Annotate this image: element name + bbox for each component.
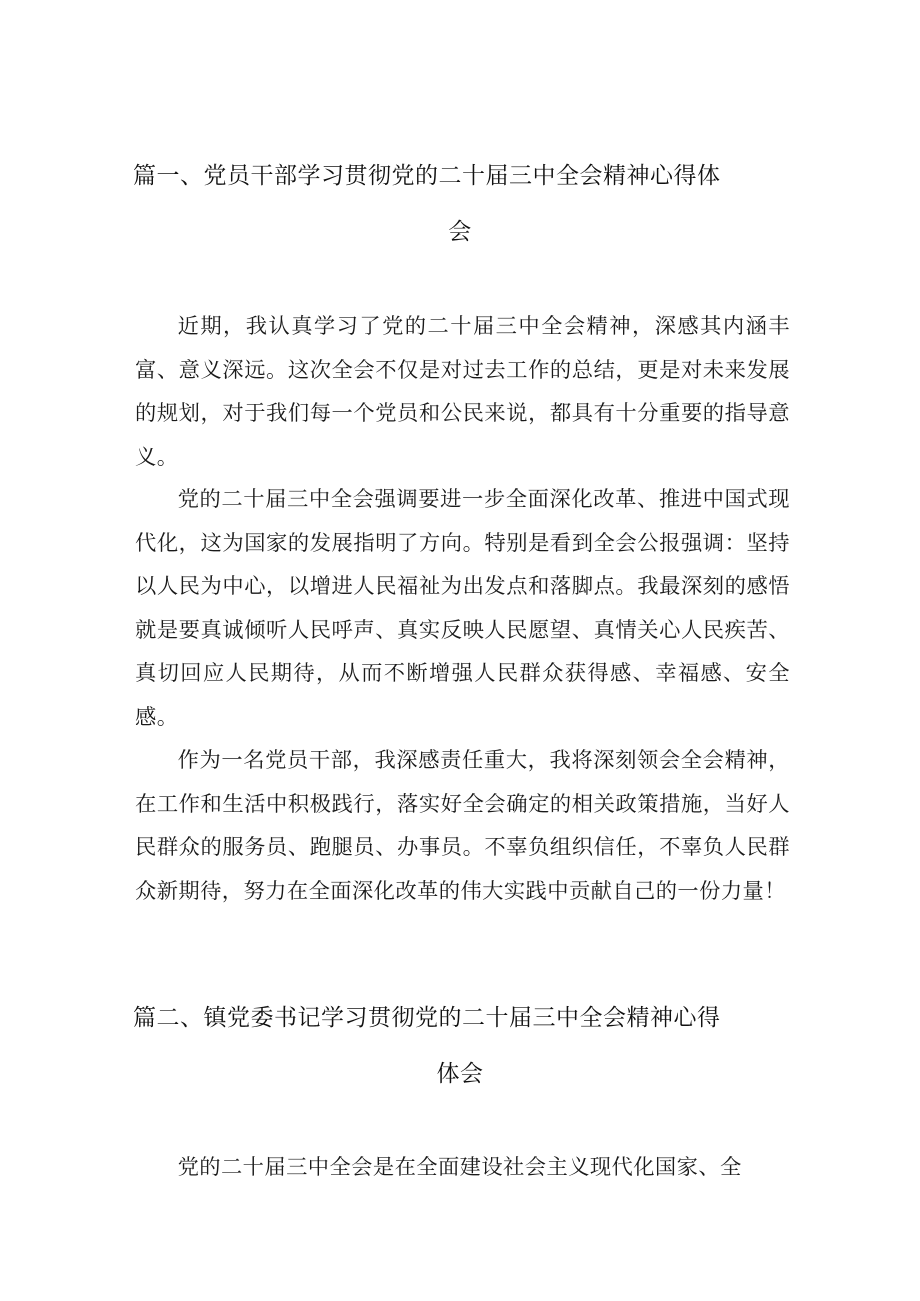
section-1-heading-line-1: 篇一、党员干部学习贯彻党的二十届三中全会精神心得体: [133, 163, 721, 189]
section-1-paragraph-3: 作为一名党员干部，我深感责任重大，我将深刻领会全会精神，在工作和生活中积极践行，落实好全会确定的相关政策措施，当好人民群众的服务员、跑腿员、办事员。不辜负组织信任，不辜负人民群众新期待，努力在全面深化改革的伟大实践中贡献自己的一份力量！: [135, 748, 790, 904]
section-2-heading-line-2: 体会: [436, 1061, 484, 1087]
section-1-paragraph-1: 近期，我认真学习了党的二十届三中全会精神，深感其内涵丰富、意义深远。这次全会不仅是对过去工作的总结，更是对未来发展的规划，对于我们每一个党员和公民来说，都具有十分重要的指导意义。: [135, 314, 790, 470]
section-1-paragraph-2: 党的二十届三中全会强调要进一步全面深化改革、推进中国式现代化，这为国家的发展指明了方向。特别是看到全会公报强调：坚持以人民为中心，以增进人民福祉为出发点和落脚点。我最深刻的感悟就是要真诚倾听人民呼声、真实反映人民愿望、真情关心人民疾苦、真切回应人民期待，从而不断增强人民群众获得感、幸福感、安全感。: [135, 487, 790, 730]
section-2-heading-line-1: 篇二、镇党委书记学习贯彻党的二十届三中全会精神心得: [133, 1005, 721, 1031]
section-1-heading-line-2: 会: [448, 219, 472, 245]
section-2-paragraph-1: 党的二十届三中全会是在全面建设社会主义现代化国家、全: [177, 1155, 742, 1180]
